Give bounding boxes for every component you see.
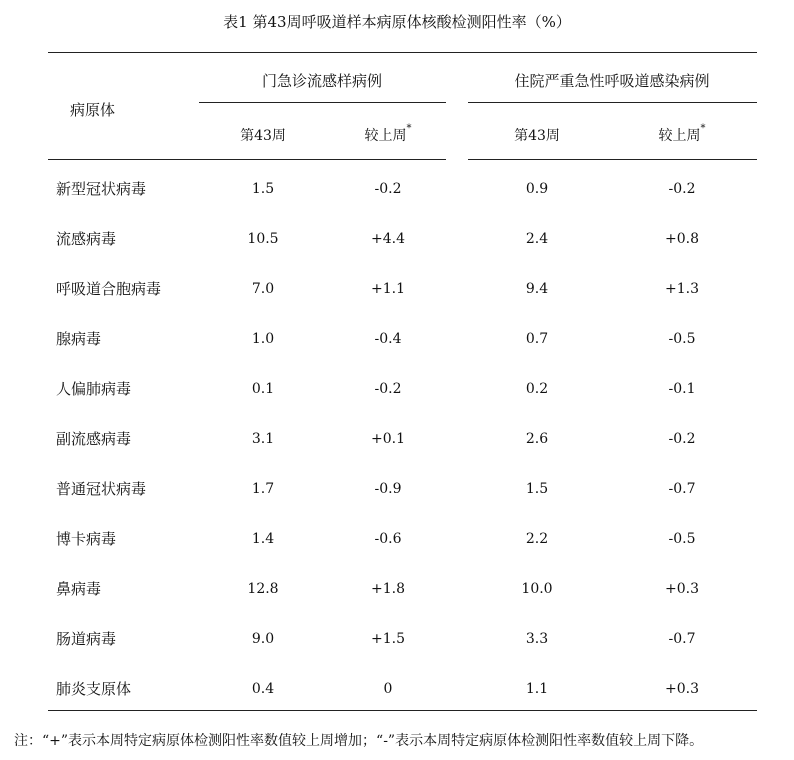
outpatient-week-value: 9.0 [251, 631, 275, 647]
inpatient-week-value: 3.3 [525, 631, 549, 647]
group2-underline [468, 102, 757, 103]
inpatient-change-value: -0.5 [668, 331, 696, 347]
group1-underline [199, 102, 446, 103]
outpatient-change-value: -0.2 [374, 181, 402, 197]
outpatient-change-value: -0.2 [374, 381, 402, 397]
outpatient-week-value: 1.7 [251, 481, 275, 497]
outpatient-week-value: 7.0 [251, 281, 275, 297]
inpatient-change-value: +0.3 [665, 581, 699, 597]
pathogen-name: 普通冠状病毒 [56, 480, 147, 498]
change-header-mark: * [406, 123, 412, 135]
inpatient-week-value: 10.0 [521, 581, 553, 597]
outpatient-week-value: 1.0 [251, 331, 275, 347]
pathogen-name: 副流感病毒 [56, 430, 132, 448]
inpatient-change-value: -0.5 [668, 531, 696, 547]
inpatient-week-value: 1.1 [525, 681, 549, 697]
inpatient-change-value: -0.1 [668, 381, 696, 397]
outpatient-week-value: 1.5 [251, 181, 275, 197]
inpatient-week-value: 2.2 [525, 531, 549, 547]
inpatient-change-header [658, 123, 706, 145]
outpatient-week-value: 1.4 [251, 531, 275, 547]
pathogen-name: 新型冠状病毒 [56, 180, 147, 198]
pathogen-name: 流感病毒 [56, 230, 117, 248]
pathogen-name: 博卡病毒 [56, 530, 117, 548]
pathogen-name: 鼻病毒 [56, 580, 102, 598]
outpatient-week-value: 0.4 [251, 681, 275, 697]
outpatient-change-value: -0.6 [374, 531, 402, 547]
inpatient-change-value: +0.8 [665, 231, 699, 247]
table-title: 表1 第43周呼吸道样本病原体核酸检测阳性率（%） [223, 13, 571, 31]
pathogen-name: 呼吸道合胞病毒 [56, 280, 162, 298]
pathogen-name: 肠道病毒 [56, 630, 117, 648]
outpatient-week-value: 3.1 [251, 431, 275, 447]
pathogen-name: 腺病毒 [56, 330, 102, 348]
outpatient-week-value: 12.8 [247, 581, 279, 597]
inpatient-week-value: 0.7 [525, 331, 549, 347]
bottom-rule [48, 710, 757, 711]
inpatient-change-value: -0.7 [668, 631, 696, 647]
inpatient-change-value: -0.2 [668, 181, 696, 197]
outpatient-change-header [364, 123, 412, 145]
inpatient-week-header: 第43周 [514, 128, 560, 144]
outpatient-change-value: +0.1 [371, 431, 405, 447]
change-header-label: 较上周 [658, 128, 701, 144]
outpatient-change-value: -0.4 [374, 331, 402, 347]
inpatient-change-value: +0.3 [665, 681, 699, 697]
inpatient-week-value: 2.6 [525, 431, 549, 447]
pathogen-name: 肺炎支原体 [56, 680, 132, 698]
inpatient-change-value: -0.7 [668, 481, 696, 497]
outpatient-change-value: -0.9 [374, 481, 402, 497]
change-header-label: 较上周 [364, 128, 407, 144]
pathogen-column-header: 病原体 [70, 101, 116, 119]
change-header-mark: * [700, 123, 706, 135]
header-bottom-rule-left [48, 159, 446, 160]
outpatient-change-value: 0 [383, 681, 393, 697]
inpatient-week-value: 0.9 [525, 181, 549, 197]
outpatient-week-value: 10.5 [247, 231, 279, 247]
inpatient-week-value: 9.4 [525, 281, 549, 297]
inpatient-change-value: +1.3 [665, 281, 699, 297]
outpatient-week-header: 第43周 [240, 128, 286, 144]
pathogen-name: 人偏肺病毒 [56, 380, 132, 398]
top-rule [48, 52, 757, 53]
outpatient-change-value: +1.8 [371, 581, 405, 597]
outpatient-change-value: +1.5 [371, 631, 405, 647]
table-footnote: 注：“+”表示本周特定病原体检测阳性率数值较上周增加；“-”表示本周特定病原体检测阳性率数值较上周下降。 [14, 733, 704, 749]
outpatient-group-header: 门急诊流感样病例 [261, 72, 383, 90]
header-bottom-rule-right [468, 159, 757, 160]
outpatient-week-value: 0.1 [251, 381, 275, 397]
inpatient-group-header: 住院严重急性呼吸道感染病例 [514, 72, 710, 90]
inpatient-week-value: 1.5 [525, 481, 549, 497]
inpatient-week-value: 0.2 [525, 381, 549, 397]
outpatient-change-value: +1.1 [371, 281, 405, 297]
outpatient-change-value: +4.4 [371, 231, 405, 247]
inpatient-week-value: 2.4 [525, 231, 549, 247]
inpatient-change-value: -0.2 [668, 431, 696, 447]
